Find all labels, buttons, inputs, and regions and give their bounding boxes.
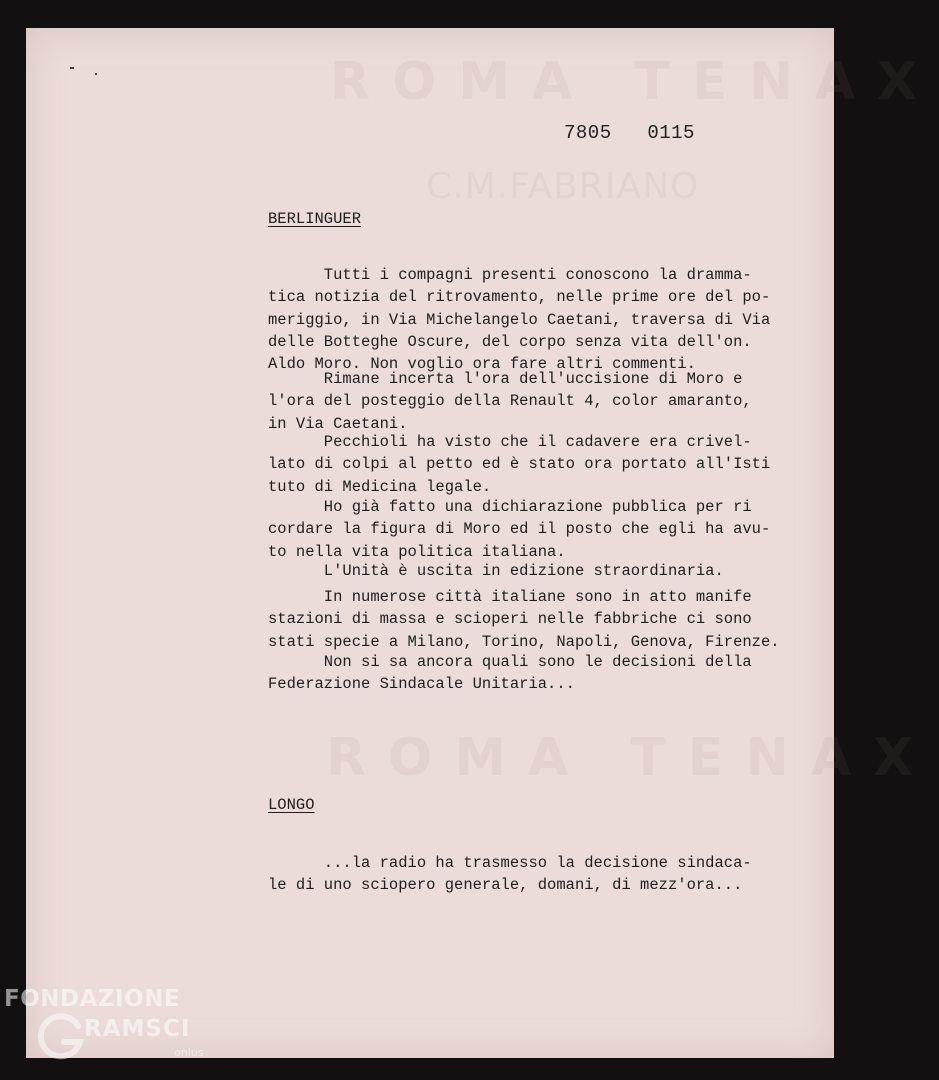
archive-number: 7805 0115 <box>564 122 695 144</box>
paper-mark <box>70 67 74 69</box>
logo-line1: FONDAZIONE <box>4 986 181 1012</box>
watermark-bottom: ROMA TENAX <box>326 728 936 788</box>
paragraph: Rimane incerta l'ora dell'uccisione di Moro e l'ora del posteggio della Renault 4, color amaranto, in Via Caetani. <box>268 370 752 433</box>
watermark-middle: C.M.FABRIANO <box>426 166 700 207</box>
paragraph: Non si sa ancora quali sono le decisioni della Federazione Sindacale Unitaria... <box>268 653 752 694</box>
paragraph: Pecchioli ha visto che il cadavere era crivel- lato di colpi al petto ed è stato ora portato all'Isti tuto di Medicina legale. <box>268 433 771 496</box>
paragraph: Ho già fatto una dichiarazione pubblica per ri cordare la figura di Moro ed il posto che egli ha avu- to nella vita politica italiana. <box>268 498 771 561</box>
logo-line2: RAMSCI <box>84 1016 191 1042</box>
watermark-top: ROMA TENAX <box>330 52 939 112</box>
paper-mark <box>95 73 97 75</box>
paragraph: ...la radio ha trasmesso la decisione sindaca- le di uno sciopero generale, domani, di mezz'ora... <box>268 854 752 895</box>
paragraph: Tutti i compagni presenti conoscono la dramma- tica notizia del ritrovamento, nelle prime ore del po- meriggio, in Via Michelangelo Caetani, traversa di Via delle Botteghe Oscure, del corpo senza vita dell'on. Aldo Moro. Non voglio ora fare altri commenti. <box>268 266 771 374</box>
logo-line3: onlus <box>174 1046 204 1059</box>
paragraph: L'Unità è uscita in edizione straordinaria. <box>268 562 724 580</box>
document-page <box>26 28 939 1058</box>
paragraph: In numerose città italiane sono in atto manife stazioni di massa e scioperi nelle fabbriche ci sono stati specie a Milano, Torino, Napoli, Genova, Firenze. <box>268 588 780 651</box>
g-swirl-icon <box>38 1012 86 1060</box>
speaker-heading-longo: LONGO <box>268 796 315 814</box>
fondazione-gramsci-logo <box>4 986 214 1076</box>
speaker-heading-berlinguer: BERLINGUER <box>268 210 362 228</box>
